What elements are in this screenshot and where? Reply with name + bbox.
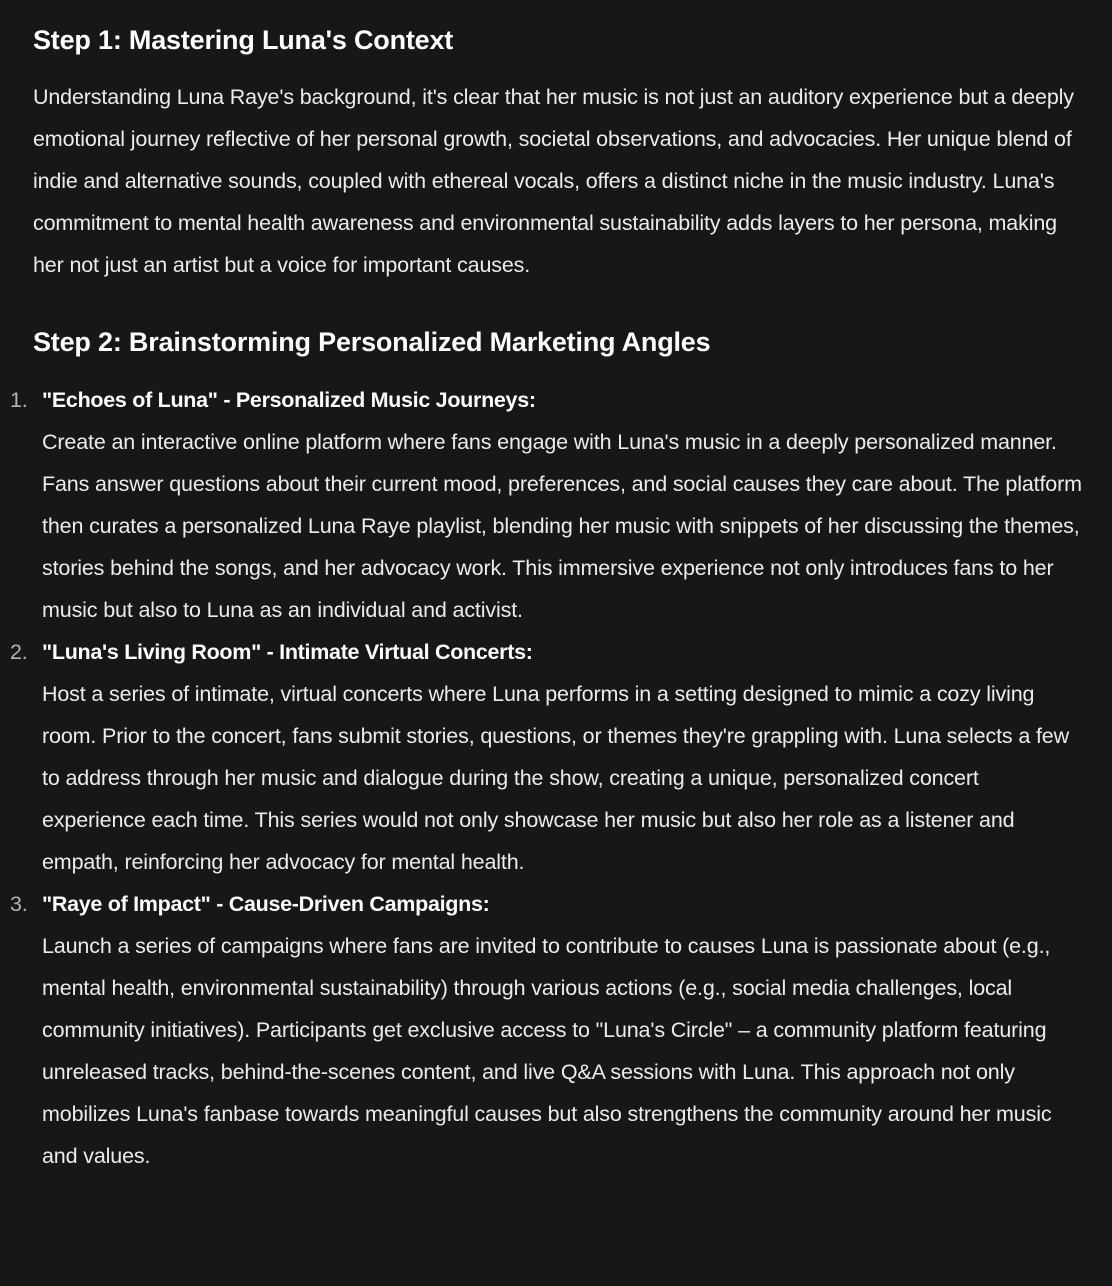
list-item-title: "Luna's Living Room" - Intimate Virtual Concerts: xyxy=(42,640,533,664)
marketing-angles-list xyxy=(0,379,1083,1177)
list-item-number: 2. xyxy=(10,640,28,664)
list-item-title: "Raye of Impact" - Cause-Driven Campaigns: xyxy=(42,892,490,916)
list-item-body: Host a series of intimate, virtual concerts where Luna performs in a setting designed to mimic a cozy living room. Prior to the concert, fans submit stories, questions, or themes they're grappling with. Luna selects a few to address through her music and dialogue during the show, creating a unique, personalized concert experience each time. This series would not only showcase her music but also her role as a listener and empath, reinforcing her advocacy for mental health. xyxy=(42,682,1069,874)
step2-heading: Step 2: Brainstorming Personalized Marketing Angles xyxy=(33,327,711,357)
message-content xyxy=(10,0,1083,1177)
step1-heading: Step 1: Mastering Luna's Context xyxy=(33,25,454,55)
list-item-title: "Echoes of Luna" - Personalized Music Journeys: xyxy=(42,388,536,412)
list-item xyxy=(0,631,1083,883)
list-item-body: Launch a series of campaigns where fans are invited to contribute to causes Luna is passionate about (e.g., mental health, environmental sustainability) through various actions (e.g., social media challenges, local community initiatives). Participants get exclusive access to "Luna's Circle" – a community platform featuring unreleased tracks, behind-the-scenes content, and live Q&A sessions with Luna. This approach not only mobilizes Luna's fanbase towards meaningful causes but also strengthens the community around her music and values. xyxy=(42,934,1052,1168)
list-item xyxy=(0,379,1083,631)
list-item xyxy=(0,883,1083,1177)
list-item-number: 1. xyxy=(10,388,28,412)
list-item-body: Create an interactive online platform where fans engage with Luna's music in a deeply personalized manner. Fans answer questions about their current mood, preferences, and social causes they care about. The platform then curates a personalized Luna Raye playlist, blending her music with snippets of her discussing the themes, stories behind the songs, and her advocacy work. This immersive experience not only introduces fans to her music but also to Luna as an individual and activist. xyxy=(42,430,1082,622)
list-item-number: 3. xyxy=(10,892,28,916)
step1-paragraph: Understanding Luna Raye's background, it's clear that her music is not just an auditory experience but a deeply emotional journey reflective of her personal growth, societal observations, and advocacies. Her unique blend of indie and alternative sounds, coupled with ethereal vocals, offers a distinct niche in the music industry. Luna's commitment to mental health awareness and environmental sustainability adds layers to her persona, making her not just an artist but a voice for important causes. xyxy=(33,85,1074,277)
